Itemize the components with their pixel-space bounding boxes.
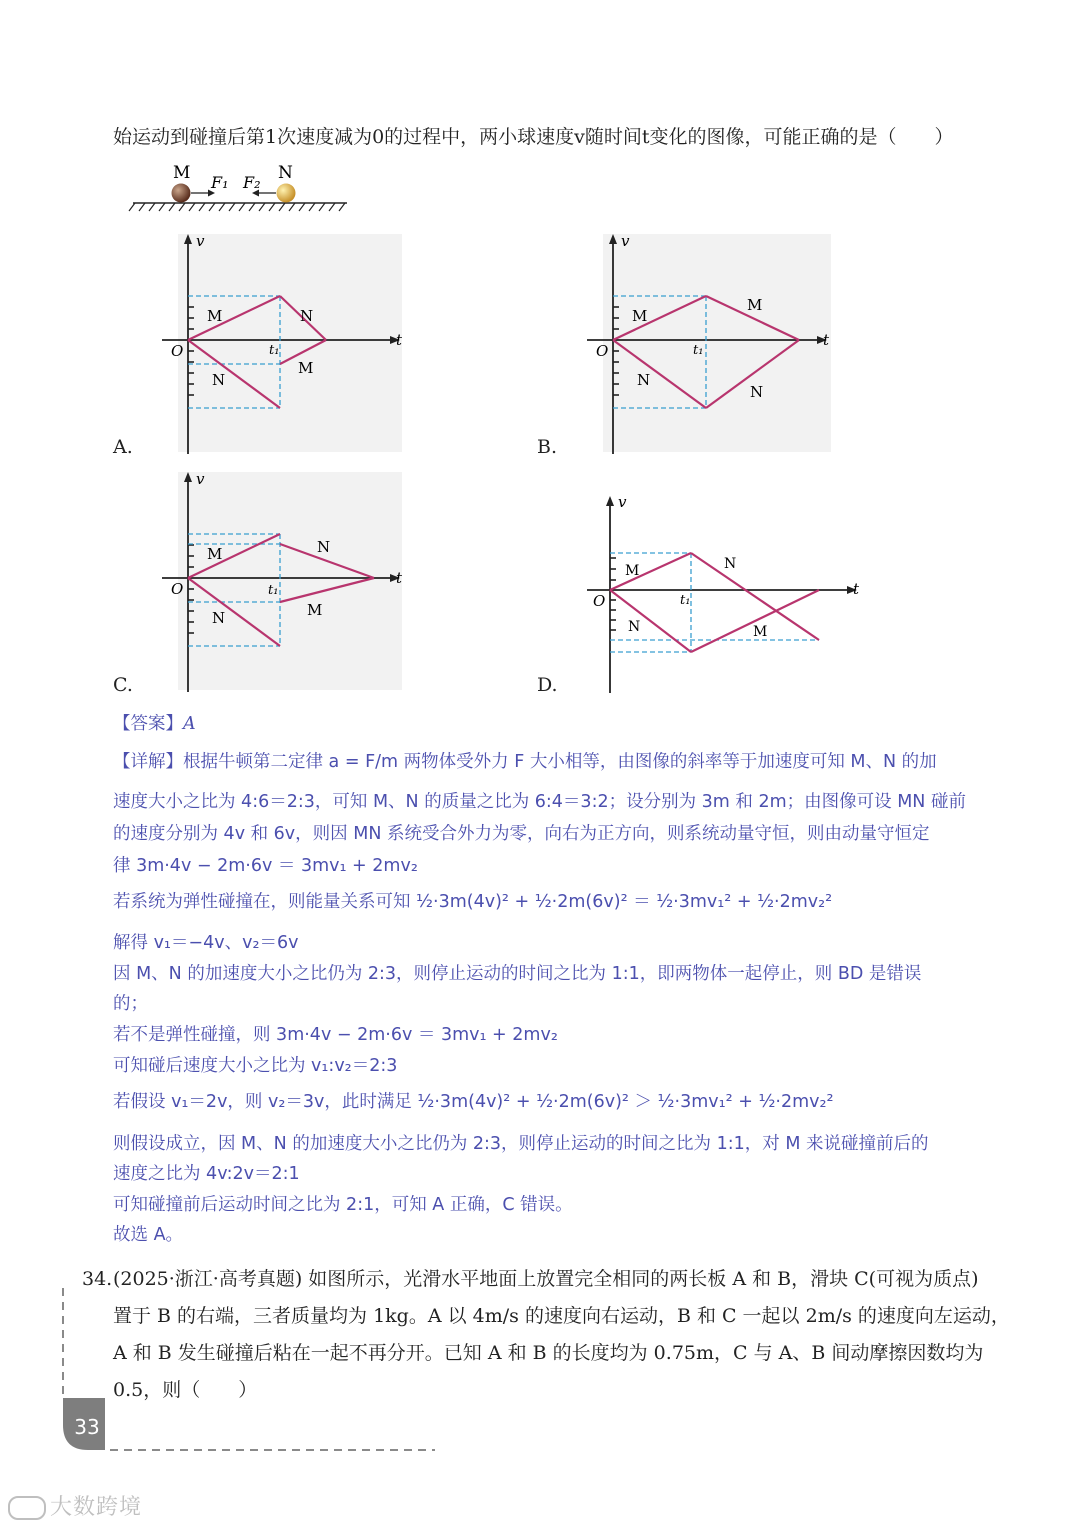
detail-line-9: 若不是弹性碰撞，则 3m·4v − 2m·6v ＝ 3mv₁ + 2mv₂ — [113, 1025, 558, 1045]
svg-text:t₁: t₁ — [693, 343, 704, 358]
page-corner-decoration — [55, 1280, 440, 1460]
option-c-label: C. — [113, 674, 133, 696]
svg-text:v: v — [196, 470, 205, 488]
svg-text:M: M — [753, 624, 768, 640]
svg-text:N: N — [724, 556, 737, 572]
svg-text:N: N — [212, 609, 226, 627]
detail-line-15: 故选 A。 — [113, 1225, 184, 1245]
detail-line-4: 律 3m·4v − 2m·6v ＝ 3mv₁ + 2mv₂ — [113, 856, 418, 876]
svg-text:M: M — [307, 601, 323, 619]
answer-tag: 【答案】 — [113, 714, 183, 734]
detail-line-12: 则假设成立，因 M、N 的加速度大小之比仍为 2:3，则停止运动的时间之比为 1:1，对 M 来说碰撞前后的 — [113, 1134, 929, 1154]
answer-line — [113, 710, 196, 735]
svg-text:M: M — [298, 359, 314, 377]
label-f2: F₂ — [243, 173, 261, 192]
svg-text:M: M — [207, 545, 223, 563]
svg-text:t₁: t₁ — [268, 583, 279, 598]
svg-text:t: t — [396, 569, 403, 587]
graph-c — [160, 466, 410, 692]
ball-n — [277, 184, 296, 203]
graph-a — [160, 228, 410, 454]
svg-text:O: O — [171, 580, 184, 598]
option-a-label: A. — [113, 436, 133, 458]
svg-text:t₁: t₁ — [680, 593, 691, 608]
q34-line-4: 0.5，则（ ） — [113, 1379, 258, 1401]
svg-text:N: N — [637, 371, 651, 389]
detail-line-8: 的； — [113, 994, 148, 1014]
q34-number: 34. — [82, 1268, 113, 1290]
svg-text:O: O — [596, 342, 609, 360]
detail-line-1: 【详解】根据牛顿第二定律 a = F/m 两物体受外力 F 大小相等，由图像的斜率等于加速度可知 M、N 的加 — [113, 752, 937, 772]
detail-tag: 【详解】 — [113, 752, 183, 772]
svg-text:t: t — [396, 331, 403, 349]
question-intro: 始运动到碰撞后第1次速度减为0的过程中，两小球速度v随时间t变化的图像，可能正确的是（ ） — [113, 126, 954, 148]
svg-text:N: N — [628, 619, 641, 635]
detail-line-5: 若系统为弹性碰撞在，则能量关系可知 ½·3m(4v)² + ½·2m(6v)² ＝ ½·3mv₁² + ½·2mv₂² — [113, 892, 833, 912]
svg-text:t: t — [823, 331, 830, 349]
svg-text:M: M — [207, 307, 223, 325]
setup-figure — [125, 160, 355, 215]
q34-line-1: (2025·浙江·高考真题) 如图所示，光滑水平地面上放置完全相同的两长板 A 和 B，滑块 C(可视为质点) — [113, 1268, 979, 1290]
answer-value: A — [183, 714, 196, 734]
detail-line-14: 可知碰撞前后运动时间之比为 2:1，可知 A 正确，C 错误。 — [113, 1195, 573, 1215]
graph-d — [585, 490, 870, 695]
svg-text:t₁: t₁ — [269, 343, 280, 358]
svg-text:O: O — [593, 592, 606, 610]
ground-hatching — [129, 203, 345, 211]
detail-line-13: 速度之比为 4v:2v＝2:1 — [113, 1164, 300, 1184]
detail-line-2: 速度大小之比为 4:6＝2:3，可知 M、N 的质量之比为 6:4＝3:2；设分别为 3m 和 2m；由图像可设 MN 碰前 — [113, 792, 966, 812]
svg-text:N: N — [317, 538, 331, 556]
graph-b — [585, 228, 835, 454]
svg-text:M: M — [625, 563, 640, 579]
q34-line-2: 置于 B 的右端，三者质量均为 1kg。A 以 4m/s 的速度向右运动，B 和 C 一起以 2m/s 的速度向左运动， — [113, 1305, 1010, 1327]
svg-text:N: N — [300, 307, 314, 325]
detail-line-11: 若假设 v₁＝2v，则 v₂＝3v，此时满足 ½·3m(4v)² + ½·2m(6v)² ＞ ½·3mv₁² + ½·2mv₂² — [113, 1092, 834, 1112]
svg-text:v: v — [196, 232, 205, 250]
label-m: M — [173, 163, 191, 183]
svg-text:N: N — [212, 371, 226, 389]
detail-line-7: 因 M、N 的加速度大小之比仍为 2:3，则停止运动的时间之比为 1:1，即两物体一起停止，则 BD 是错误 — [113, 964, 922, 984]
page-number: 33 — [74, 1415, 100, 1439]
svg-text:t: t — [853, 580, 860, 598]
svg-text:M: M — [747, 296, 763, 314]
option-d-label: D. — [537, 674, 558, 696]
svg-text:v: v — [618, 493, 627, 511]
svg-text:N: N — [750, 383, 764, 401]
detail-line-6: 解得 v₁＝−4v、v₂＝6v — [113, 933, 299, 953]
detail-line-10: 可知碰后速度大小之比为 v₁:v₂＝2:3 — [113, 1056, 398, 1076]
watermark: 大数跨境 — [8, 1490, 142, 1521]
option-b-label: B. — [537, 436, 558, 458]
svg-text:O: O — [171, 342, 184, 360]
detail-line-3: 的速度分别为 4v 和 6v，则因 MN 系统受合外力为零，向右为正方向，则系统动量守恒，则由动量守恒定 — [113, 824, 930, 844]
label-f1: F₁ — [211, 173, 229, 192]
label-n: N — [278, 163, 293, 183]
svg-text:M: M — [632, 307, 648, 325]
q34-line-3: A 和 B 发生碰撞后粘在一起不再分开。已知 A 和 B 的长度均为 0.75m，C 与 A、B 间动摩擦因数均为 — [113, 1342, 984, 1364]
ball-m — [172, 184, 191, 203]
svg-text:v: v — [621, 232, 630, 250]
watermark-logo-icon — [8, 1496, 46, 1520]
